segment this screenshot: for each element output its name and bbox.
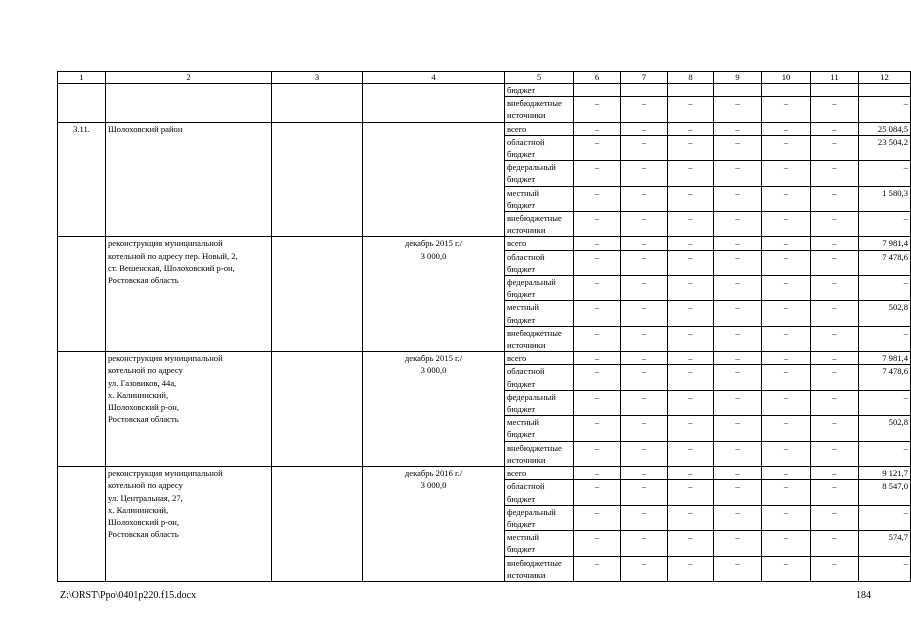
value-cell: – bbox=[762, 352, 811, 365]
value-cell bbox=[714, 84, 762, 97]
cell-line: местный bbox=[507, 187, 540, 198]
value-cell: – bbox=[762, 212, 811, 237]
cell-line: бюджет bbox=[507, 493, 536, 504]
value-cell: – bbox=[811, 531, 859, 556]
value-cell: – bbox=[714, 365, 762, 390]
value-cell: – bbox=[811, 390, 859, 415]
value-cell: 25 084,5 bbox=[859, 122, 911, 135]
value-cell: – bbox=[811, 326, 859, 351]
value-cell: – bbox=[762, 301, 811, 326]
value-cell: – bbox=[621, 441, 668, 466]
header-row bbox=[58, 72, 911, 84]
value-cell: – bbox=[762, 237, 811, 250]
value-cell: – bbox=[621, 467, 668, 480]
cell-line: бюджет bbox=[507, 404, 536, 415]
cell-line: ул. Газовиков, 44а, bbox=[108, 377, 177, 388]
cell-line: х. Калининский, bbox=[108, 504, 169, 515]
value-cell: – bbox=[811, 186, 859, 211]
value-cell: – bbox=[574, 505, 621, 530]
item-deadline-capacity bbox=[363, 467, 505, 582]
value-cell: – bbox=[859, 326, 911, 351]
value-cell: – bbox=[621, 326, 668, 351]
value-cell: – bbox=[668, 365, 714, 390]
item-number bbox=[58, 84, 106, 123]
cell-line: 3 000,0 bbox=[420, 365, 447, 376]
value-cell: 7 981,4 bbox=[859, 237, 911, 250]
funding-source bbox=[505, 467, 574, 480]
value-cell: – bbox=[668, 237, 714, 250]
value-cell: – bbox=[668, 122, 714, 135]
cell-line: Ростовская область bbox=[108, 414, 179, 425]
table-body bbox=[58, 72, 911, 582]
value-cell: – bbox=[574, 301, 621, 326]
item-col3 bbox=[272, 122, 363, 237]
value-cell: – bbox=[668, 505, 714, 530]
item-deadline-capacity bbox=[363, 122, 505, 237]
cell-line: всего bbox=[507, 353, 527, 364]
funding-source bbox=[505, 301, 574, 326]
cell-line: областной bbox=[507, 481, 545, 492]
value-cell: – bbox=[621, 556, 668, 581]
value-cell: – bbox=[574, 480, 621, 505]
value-cell: – bbox=[574, 161, 621, 186]
cell-line: областной bbox=[507, 251, 545, 262]
cell-line: Шолоховский р-он, bbox=[108, 402, 180, 413]
item-number bbox=[58, 237, 106, 352]
cell-line: Ростовская область bbox=[108, 529, 179, 540]
table-row bbox=[58, 84, 911, 97]
funding-source bbox=[505, 237, 574, 250]
cell-line: источники bbox=[507, 340, 546, 351]
value-cell: – bbox=[621, 365, 668, 390]
value-cell: 9 121,7 bbox=[859, 467, 911, 480]
item-name bbox=[106, 237, 272, 352]
value-cell: – bbox=[859, 161, 911, 186]
value-cell: – bbox=[811, 276, 859, 301]
column-header: 6 bbox=[574, 72, 621, 84]
value-cell: – bbox=[668, 250, 714, 275]
value-cell: – bbox=[714, 135, 762, 160]
cell-line: федеральный bbox=[507, 391, 556, 402]
value-cell: – bbox=[811, 161, 859, 186]
value-cell: – bbox=[714, 556, 762, 581]
value-cell: – bbox=[811, 467, 859, 480]
value-cell: – bbox=[811, 480, 859, 505]
cell-line: федеральный bbox=[507, 506, 556, 517]
column-header: 5 bbox=[505, 72, 574, 84]
cell-line: реконструкция муниципальной bbox=[108, 468, 223, 479]
cell-line: декабрь 2015 г./ bbox=[404, 238, 463, 249]
value-cell: – bbox=[574, 352, 621, 365]
column-header: 3 bbox=[272, 72, 363, 84]
cell-line: бюджет bbox=[507, 544, 536, 555]
table-row bbox=[58, 122, 911, 135]
value-cell: 23 504,2 bbox=[859, 135, 911, 160]
value-cell: – bbox=[762, 416, 811, 441]
item-col3 bbox=[272, 237, 363, 352]
cell-line: внебюджетные bbox=[507, 98, 562, 109]
funding-source bbox=[505, 365, 574, 390]
value-cell: – bbox=[668, 326, 714, 351]
item-name bbox=[106, 84, 272, 123]
funding-source bbox=[505, 352, 574, 365]
value-cell: – bbox=[859, 505, 911, 530]
cell-line: местный bbox=[507, 532, 540, 543]
value-cell: – bbox=[574, 212, 621, 237]
value-cell: – bbox=[574, 237, 621, 250]
funding-source bbox=[505, 161, 574, 186]
value-cell: – bbox=[762, 186, 811, 211]
value-cell: – bbox=[714, 505, 762, 530]
funding-source bbox=[505, 326, 574, 351]
value-cell: – bbox=[668, 276, 714, 301]
value-cell: – bbox=[811, 97, 859, 122]
item-number: 3.11. bbox=[58, 122, 106, 237]
cell-line: внебюджетные bbox=[507, 557, 562, 568]
cell-line: областной bbox=[507, 366, 545, 377]
cell-line: декабрь 2015 г./ bbox=[404, 353, 463, 364]
funding-source bbox=[505, 441, 574, 466]
cell-line: 3 000,0 bbox=[420, 250, 447, 261]
value-cell: – bbox=[762, 441, 811, 466]
table-row bbox=[58, 352, 911, 365]
value-cell: – bbox=[762, 97, 811, 122]
value-cell: – bbox=[574, 97, 621, 122]
cell-line: котельной по адресу пер. Новый, 2, bbox=[108, 250, 238, 261]
value-cell: – bbox=[762, 531, 811, 556]
value-cell: – bbox=[762, 326, 811, 351]
value-cell: – bbox=[621, 161, 668, 186]
value-cell: – bbox=[668, 186, 714, 211]
column-header: 11 bbox=[811, 72, 859, 84]
cell-line: Ростовская область bbox=[108, 275, 179, 286]
value-cell bbox=[574, 84, 621, 97]
cell-line: бюджет bbox=[507, 174, 536, 185]
item-name bbox=[106, 352, 272, 467]
value-cell: – bbox=[621, 212, 668, 237]
value-cell: 502,8 bbox=[859, 416, 911, 441]
cell-line: ст. Вешенская, Шолоховский р-он, bbox=[108, 262, 235, 273]
cell-line: внебюджетные bbox=[507, 327, 562, 338]
value-cell: – bbox=[574, 390, 621, 415]
value-cell: – bbox=[668, 531, 714, 556]
value-cell: – bbox=[668, 301, 714, 326]
value-cell: – bbox=[574, 416, 621, 441]
cell-line: бюджет bbox=[507, 199, 536, 210]
value-cell: – bbox=[668, 480, 714, 505]
value-cell: – bbox=[621, 531, 668, 556]
value-cell: – bbox=[811, 301, 859, 326]
value-cell: – bbox=[621, 250, 668, 275]
value-cell: – bbox=[668, 97, 714, 122]
cell-line: декабрь 2016 г./ bbox=[404, 468, 463, 479]
cell-line: Шолоховский район bbox=[108, 123, 183, 134]
cell-line: всего bbox=[507, 123, 527, 134]
value-cell: – bbox=[811, 416, 859, 441]
cell-line: бюджет bbox=[507, 263, 536, 274]
cell-line: бюджет bbox=[507, 289, 536, 300]
value-cell: – bbox=[762, 250, 811, 275]
value-cell: 7 981,4 bbox=[859, 352, 911, 365]
cell-line: бюджет bbox=[507, 85, 536, 95]
value-cell: – bbox=[621, 122, 668, 135]
cell-line: ул. Центральная, 27, bbox=[108, 492, 183, 503]
value-cell: – bbox=[574, 441, 621, 466]
value-cell: – bbox=[714, 480, 762, 505]
cell-line: бюджет bbox=[507, 314, 536, 325]
value-cell: 7 478,6 bbox=[859, 365, 911, 390]
cell-line: бюджет bbox=[507, 149, 536, 160]
value-cell: – bbox=[762, 276, 811, 301]
funding-source bbox=[505, 505, 574, 530]
cell-line: областной bbox=[507, 136, 545, 147]
value-cell: – bbox=[668, 212, 714, 237]
value-cell: – bbox=[621, 135, 668, 160]
value-cell: – bbox=[714, 352, 762, 365]
value-cell: – bbox=[574, 186, 621, 211]
value-cell: – bbox=[714, 301, 762, 326]
value-cell: – bbox=[811, 237, 859, 250]
value-cell: – bbox=[621, 237, 668, 250]
cell-line: реконструкция муниципальной bbox=[108, 238, 223, 249]
cell-line: Шолоховский р-он, bbox=[108, 516, 180, 527]
value-cell bbox=[762, 84, 811, 97]
funding-source bbox=[505, 186, 574, 211]
page-number: 184 bbox=[856, 590, 871, 601]
value-cell: – bbox=[811, 365, 859, 390]
budget-table bbox=[57, 71, 911, 582]
cell-line: местный bbox=[507, 417, 540, 428]
value-cell: – bbox=[574, 365, 621, 390]
value-cell: 574,7 bbox=[859, 531, 911, 556]
cell-line: внебюджетные bbox=[507, 442, 562, 453]
value-cell: – bbox=[621, 352, 668, 365]
table-row bbox=[58, 467, 911, 480]
value-cell: – bbox=[574, 531, 621, 556]
cell-line: источники bbox=[507, 110, 546, 121]
value-cell: – bbox=[714, 326, 762, 351]
cell-line: реконструкция муниципальной bbox=[108, 353, 223, 364]
value-cell: – bbox=[668, 161, 714, 186]
value-cell: – bbox=[621, 186, 668, 211]
value-cell: – bbox=[574, 250, 621, 275]
value-cell: – bbox=[621, 97, 668, 122]
value-cell: – bbox=[811, 441, 859, 466]
value-cell: – bbox=[714, 531, 762, 556]
value-cell: – bbox=[668, 135, 714, 160]
value-cell: – bbox=[859, 276, 911, 301]
value-cell bbox=[668, 84, 714, 97]
item-deadline-capacity bbox=[363, 84, 505, 123]
value-cell: – bbox=[762, 505, 811, 530]
cell-line: х. Калининский, bbox=[108, 389, 169, 400]
cell-line: местный bbox=[507, 302, 540, 313]
value-cell: – bbox=[574, 556, 621, 581]
value-cell: – bbox=[574, 326, 621, 351]
value-cell: – bbox=[762, 480, 811, 505]
item-col3 bbox=[272, 467, 363, 582]
funding-source bbox=[505, 97, 574, 122]
value-cell: – bbox=[811, 505, 859, 530]
value-cell: – bbox=[859, 390, 911, 415]
value-cell: – bbox=[811, 135, 859, 160]
value-cell: 1 580,3 bbox=[859, 186, 911, 211]
value-cell: – bbox=[621, 276, 668, 301]
funding-source bbox=[505, 556, 574, 581]
value-cell: – bbox=[762, 122, 811, 135]
value-cell: – bbox=[859, 441, 911, 466]
value-cell: – bbox=[668, 352, 714, 365]
column-header: 10 bbox=[762, 72, 811, 84]
column-header: 2 bbox=[106, 72, 272, 84]
value-cell: – bbox=[714, 390, 762, 415]
funding-source bbox=[505, 212, 574, 237]
funding-source bbox=[505, 390, 574, 415]
value-cell: – bbox=[859, 212, 911, 237]
value-cell: – bbox=[621, 416, 668, 441]
value-cell bbox=[621, 84, 668, 97]
cell-line: всего bbox=[507, 238, 527, 249]
funding-source bbox=[505, 416, 574, 441]
value-cell bbox=[811, 84, 859, 97]
value-cell: – bbox=[714, 122, 762, 135]
value-cell: – bbox=[859, 97, 911, 122]
column-header: 12 bbox=[859, 72, 911, 84]
item-deadline-capacity bbox=[363, 237, 505, 352]
value-cell: – bbox=[714, 237, 762, 250]
cell-line: всего bbox=[507, 468, 527, 479]
column-header: 8 bbox=[668, 72, 714, 84]
value-cell: – bbox=[811, 212, 859, 237]
cell-line: котельной по адресу bbox=[108, 480, 183, 491]
value-cell: – bbox=[762, 556, 811, 581]
value-cell: – bbox=[714, 212, 762, 237]
funding-source bbox=[505, 531, 574, 556]
value-cell: – bbox=[668, 416, 714, 441]
value-cell: – bbox=[714, 276, 762, 301]
value-cell: – bbox=[714, 250, 762, 275]
value-cell: – bbox=[574, 276, 621, 301]
funding-source bbox=[505, 84, 574, 97]
value-cell: – bbox=[762, 467, 811, 480]
cell-line: бюджет bbox=[507, 518, 536, 529]
value-cell: – bbox=[811, 556, 859, 581]
cell-line: внебюджетные bbox=[507, 213, 562, 224]
item-col3 bbox=[272, 84, 363, 123]
value-cell: – bbox=[714, 467, 762, 480]
cell-line: бюджет bbox=[507, 378, 536, 389]
cell-line: 3 000,0 bbox=[420, 480, 447, 491]
value-cell: – bbox=[668, 467, 714, 480]
funding-source bbox=[505, 250, 574, 275]
cell-line: источники bbox=[507, 454, 546, 465]
item-deadline-capacity bbox=[363, 352, 505, 467]
file-path: Z:\ORST\Ppo\0401p220.f15.docx bbox=[60, 590, 197, 601]
value-cell bbox=[859, 84, 911, 97]
value-cell: – bbox=[762, 365, 811, 390]
cell-line: бюджет bbox=[507, 429, 536, 440]
value-cell: – bbox=[621, 301, 668, 326]
cell-line: котельной по адресу bbox=[108, 365, 183, 376]
item-name bbox=[106, 467, 272, 582]
value-cell: – bbox=[762, 161, 811, 186]
value-cell: – bbox=[714, 416, 762, 441]
value-cell: – bbox=[621, 505, 668, 530]
value-cell: 8 547,0 bbox=[859, 480, 911, 505]
value-cell: – bbox=[668, 390, 714, 415]
cell-line: федеральный bbox=[507, 277, 556, 288]
value-cell: 7 478,6 bbox=[859, 250, 911, 275]
value-cell: – bbox=[714, 161, 762, 186]
cell-line: федеральный bbox=[507, 162, 556, 173]
value-cell: – bbox=[621, 480, 668, 505]
value-cell: – bbox=[811, 352, 859, 365]
item-number bbox=[58, 467, 106, 582]
value-cell: 502,8 bbox=[859, 301, 911, 326]
column-header: 9 bbox=[714, 72, 762, 84]
column-header: 1 bbox=[58, 72, 106, 84]
value-cell: – bbox=[714, 97, 762, 122]
value-cell: – bbox=[574, 122, 621, 135]
table-row bbox=[58, 237, 911, 250]
value-cell: – bbox=[574, 467, 621, 480]
value-cell: – bbox=[811, 250, 859, 275]
value-cell: – bbox=[668, 441, 714, 466]
funding-source bbox=[505, 122, 574, 135]
column-header: 4 bbox=[363, 72, 505, 84]
funding-source bbox=[505, 135, 574, 160]
item-number bbox=[58, 352, 106, 467]
value-cell: – bbox=[762, 135, 811, 160]
value-cell: – bbox=[714, 441, 762, 466]
value-cell: – bbox=[811, 122, 859, 135]
funding-source bbox=[505, 480, 574, 505]
value-cell: – bbox=[714, 186, 762, 211]
column-header: 7 bbox=[621, 72, 668, 84]
value-cell: – bbox=[859, 556, 911, 581]
item-col3 bbox=[272, 352, 363, 467]
value-cell: – bbox=[668, 556, 714, 581]
cell-line: источники bbox=[507, 569, 546, 580]
funding-source bbox=[505, 276, 574, 301]
item-name bbox=[106, 122, 272, 237]
cell-line: источники bbox=[507, 225, 546, 236]
value-cell: – bbox=[762, 390, 811, 415]
value-cell: – bbox=[621, 390, 668, 415]
value-cell: – bbox=[574, 135, 621, 160]
